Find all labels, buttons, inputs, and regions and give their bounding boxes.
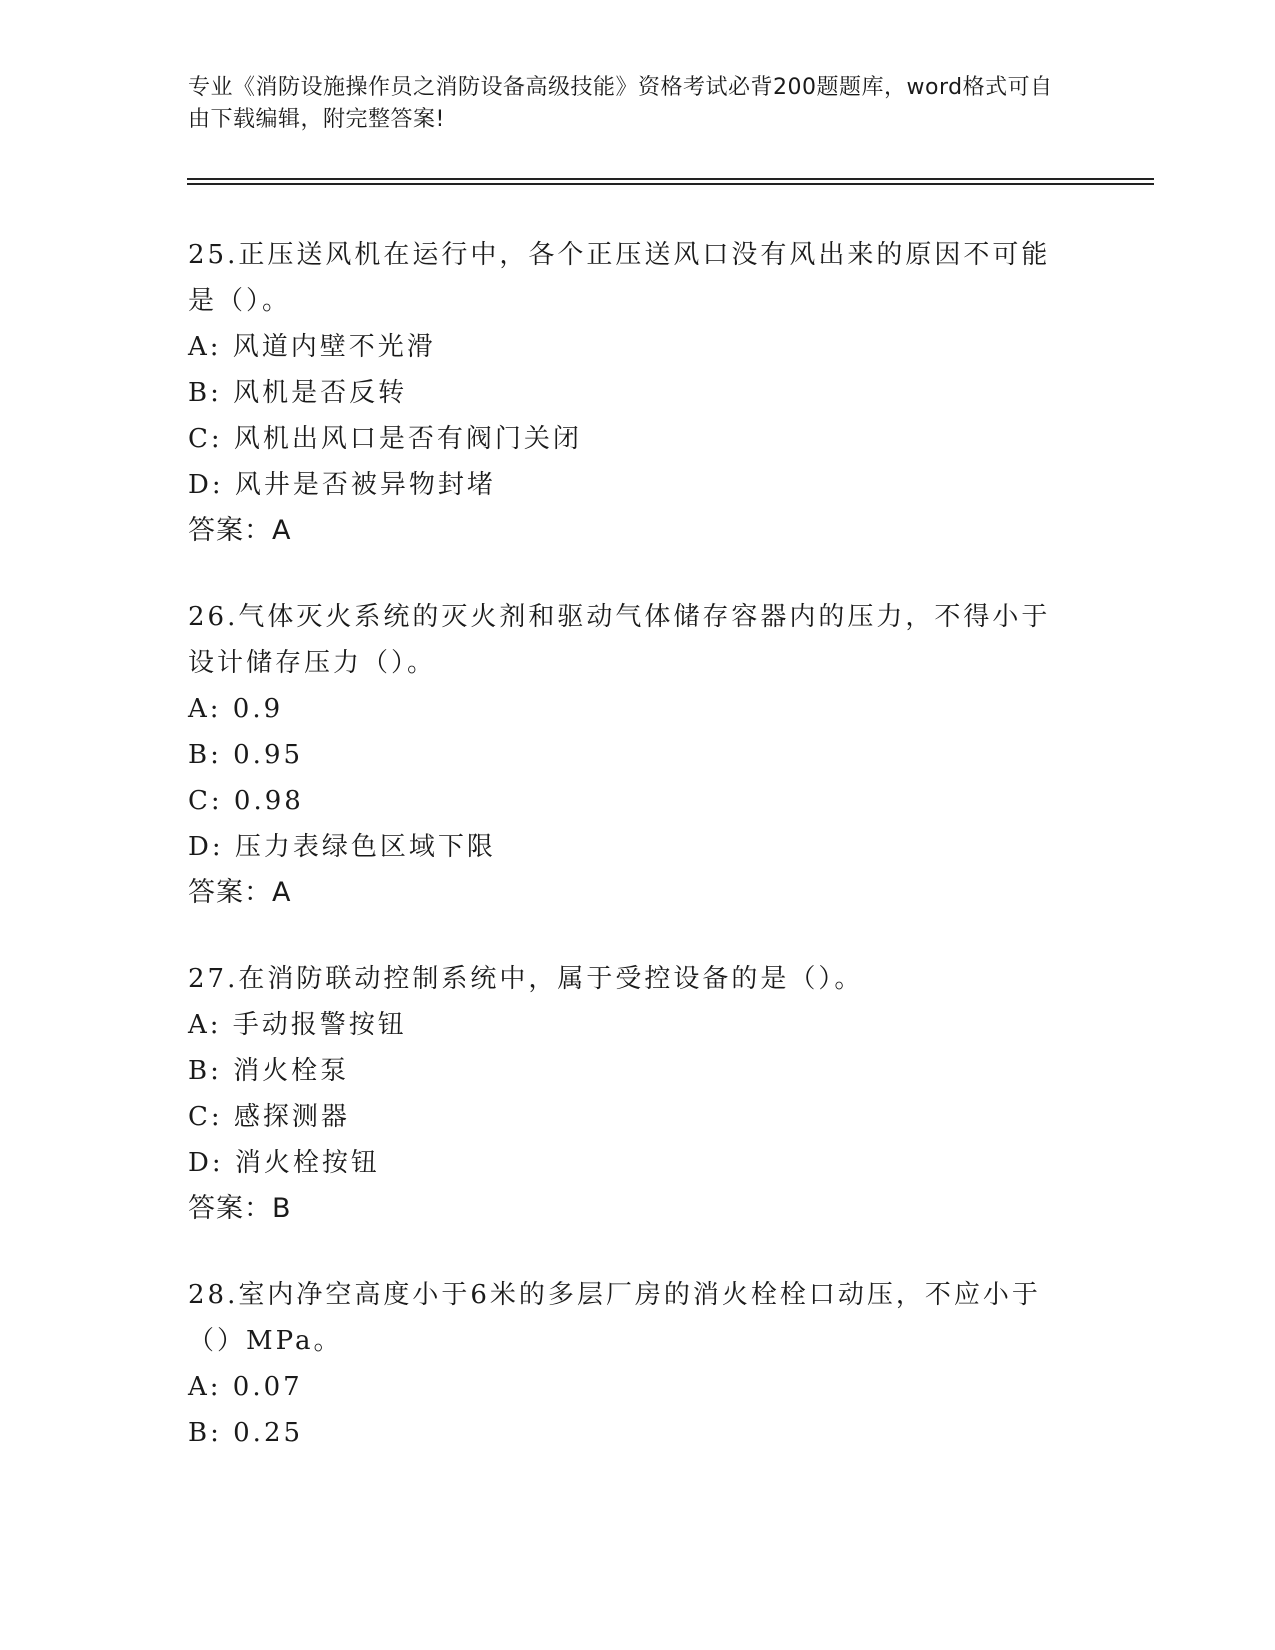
option-c: C: 0.98 xyxy=(188,786,304,816)
answer-line: 答案：B xyxy=(188,1193,292,1224)
option-a: A: 手动报警按钮 xyxy=(188,1010,407,1040)
answer-line: 答案：A xyxy=(188,877,292,908)
header-divider-top xyxy=(187,178,1154,180)
option-a: A: 0.9 xyxy=(188,694,284,724)
question-stem: 27.在消防联动控制系统中，属于受控设备的是（）。 xyxy=(188,964,864,994)
question-list xyxy=(188,232,1078,1496)
question-stem: 28.室内净空高度小于6米的多层厂房的消火栓栓口动压，不应小于（）MPa。 xyxy=(188,1280,1041,1356)
question-25 xyxy=(188,232,1078,554)
answer-line: 答案：A xyxy=(188,515,292,546)
option-c: C: 风机出风口是否有阀门关闭 xyxy=(188,424,582,454)
option-a: A: 0.07 xyxy=(188,1372,303,1402)
option-d: D: 压力表绿色区域下限 xyxy=(188,832,496,862)
option-b: B: 0.95 xyxy=(188,740,304,770)
option-b: B: 消火栓泵 xyxy=(188,1056,350,1086)
document-intro: 专业《消防设施操作员之消防设备高级技能》资格考试必背200题题库，word格式可自由下载编辑，附完整答案! xyxy=(188,75,1053,132)
question-stem: 26.气体灭火系统的灭火剂和驱动气体储存容器内的压力，不得小于设计储存压力（）。 xyxy=(188,602,1051,678)
option-a: A: 风道内壁不光滑 xyxy=(188,332,436,362)
option-c: C: 感探测器 xyxy=(188,1102,350,1132)
header-divider-bottom xyxy=(187,183,1154,185)
option-d: D: 消火栓按钮 xyxy=(188,1148,380,1178)
question-stem: 25.正压送风机在运行中，各个正压送风口没有风出来的原因不可能是（）。 xyxy=(188,240,1051,316)
option-d: D: 风井是否被异物封堵 xyxy=(188,470,496,500)
option-b: B: 0.25 xyxy=(188,1418,304,1448)
option-b: B: 风机是否反转 xyxy=(188,378,408,408)
question-26 xyxy=(188,594,1078,916)
question-27 xyxy=(188,956,1078,1232)
question-28 xyxy=(188,1272,1078,1456)
